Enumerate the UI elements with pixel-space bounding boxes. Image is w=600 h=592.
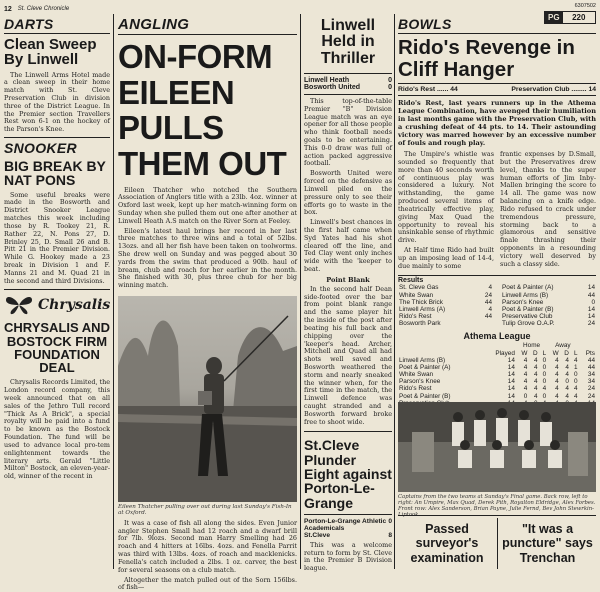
score-team: Preservation Club (511, 86, 570, 94)
score-team: Bosworth United (304, 83, 360, 91)
linwell-body2 (304, 286, 392, 427)
column-football (304, 16, 392, 573)
league-cell: 0 (542, 363, 547, 371)
league-cell: 0 (565, 378, 569, 386)
darts-body (4, 72, 110, 135)
team-photo-caption-box (398, 494, 596, 514)
page-number: 12 (4, 5, 12, 13)
results-score: 44 (587, 291, 595, 299)
divider (4, 33, 110, 34)
league-cell: 4 (555, 356, 559, 364)
league-cell: 4 (555, 385, 559, 393)
league-cell: 4 (565, 363, 569, 371)
stcleve-body (304, 542, 392, 573)
league-group-home: Home (523, 342, 541, 350)
score-line (304, 84, 392, 91)
results-row (398, 313, 493, 320)
page-header (4, 4, 112, 14)
paragraph: This top-of-the-table Premier "B" Division League match was an eye opener for all those people who think football needs goals to be entertaining. This 0-0 draw was full of action packed aggressive football. (304, 96, 392, 168)
league-team: Poet & Painter (B) (399, 392, 451, 400)
results-score: 14 (587, 313, 595, 321)
results-row (398, 284, 493, 291)
results-score: 24 (484, 291, 492, 299)
score-line (304, 532, 392, 539)
footer-left-headline: Passed surveyor's examination (410, 521, 484, 565)
linwell-subhead: Point Blank (326, 275, 370, 284)
results-title: Results (398, 277, 424, 285)
league-cell: 4 (555, 371, 559, 379)
results-score: 14 (587, 284, 595, 292)
results-row (501, 284, 596, 291)
league-team: Rido's Rest (399, 385, 432, 393)
bowls-headline: Rido's Revenge in Cliff Hanger (398, 36, 575, 81)
angling-body (118, 187, 297, 291)
score-team: Linwell Heath (304, 76, 350, 84)
results-score: 4 (488, 284, 492, 292)
snooker-kicker: SNOOKER (4, 140, 77, 157)
results-score (478, 320, 493, 327)
league-column-header: W (521, 349, 528, 357)
results-team: Bosworth Park (399, 320, 441, 328)
league-team: Parson's Knee (399, 378, 441, 386)
league-row (398, 393, 596, 400)
angler-photo-caption: Eileen Thatcher pulling over out during last Sunday's Fish-In at Oxford. (118, 504, 292, 517)
results-team: Parson's Knee (502, 298, 544, 306)
league-cell: 4 (555, 363, 559, 371)
divider (398, 33, 596, 34)
league-cell: 4 (573, 385, 578, 393)
league-column-header: Played (495, 349, 515, 357)
league-row (398, 364, 596, 371)
league-team: Linwell Arms (B) (399, 356, 446, 364)
league-cell: 4 (523, 363, 528, 371)
divider (4, 289, 110, 290)
linwell-headline: Linwell Held in Thriller (320, 17, 376, 67)
pg-number: 220 (572, 13, 586, 22)
paragraph: Bosworth United were forced on the defensive as Linwell piled on the pressure only to see their efforts go to waste in the box. (304, 169, 392, 217)
league-cell: 4 (523, 371, 528, 379)
results-team: Rido's Rest (399, 313, 432, 321)
league-cell: 4 (534, 363, 538, 371)
league-cell: 4 (555, 378, 559, 386)
angler-photo (118, 296, 297, 502)
column-rule (394, 14, 395, 569)
darts-headline: Clean Sweep By Linwell (4, 36, 97, 69)
darts-kicker: DARTS (4, 16, 54, 32)
score-value: 0 (388, 83, 392, 91)
results-team: White Swan (399, 291, 434, 299)
footer-right (499, 518, 596, 569)
league-cell: 0 (523, 392, 528, 400)
results-row (398, 306, 493, 313)
league-team: White Swan (399, 371, 434, 379)
paragraph: Eileen's latest haul brings her record in her last three matches to three wins and a total of 52lbs. 13ozs. and all her fish have been taken on toolworms. She drew well on Sunday and was pegged about 30 yards from the swim that produced a 90lb. haul of bream, chub and roach for her earlier in the month. She finished with 30, plus three chub for her big winning match. (118, 226, 297, 290)
footer-left (398, 518, 496, 569)
results-score: 24 (587, 320, 595, 328)
score-line (304, 518, 392, 532)
results-team: Poet & Painter (A) (502, 284, 554, 292)
paragraph: Eileen Thatcher who notched the Southern Association of Anglers title with a 23lb. 4oz. winner at Oxford last week, kept up her match-winning form on Sunday when she pulled them out one after another at Linwell Heath A.S match on the River Sorn at Feeley. (118, 185, 297, 225)
league-cell: 14 (507, 363, 515, 371)
column-left (4, 16, 110, 569)
league-cell: 4 (523, 385, 528, 393)
results-score: 44 (484, 313, 492, 321)
score-value: 8 (388, 531, 392, 539)
league-cell: 4 (534, 356, 538, 364)
butterfly-icon (4, 294, 34, 316)
league-cell: 24 (587, 385, 595, 393)
score-value: 0 (388, 76, 392, 84)
league-cell: 4 (573, 392, 578, 400)
score-value: 14 (588, 86, 596, 94)
bowls-score-line (398, 86, 596, 93)
league-cell: 0 (542, 356, 547, 364)
results-row (501, 306, 596, 313)
angler-photo-illustration (118, 296, 297, 502)
score-line (304, 77, 392, 84)
league-column-header: L (573, 349, 578, 357)
league-cell: 14 (507, 385, 515, 393)
snooker-headline: BIG BREAK BY NAT PONS (4, 158, 106, 189)
score-value: 44 (450, 86, 458, 94)
league-cell: 4 (565, 356, 569, 364)
score-team: St.Cleve (304, 531, 331, 539)
divider (398, 515, 596, 516)
league-cell: 0 (573, 371, 578, 379)
league-cell: 14 (507, 378, 515, 386)
results-team: Linwell Arms (A) (399, 305, 446, 313)
results-score: 44 (484, 298, 492, 306)
divider (118, 34, 297, 35)
divider (398, 275, 596, 276)
publication-code: 6307502 (574, 3, 596, 9)
results-table (398, 284, 596, 327)
score-entry: Rido's Rest ...... 44 (398, 86, 458, 94)
paragraph: Linwell's best chances in the first half came when Syd Yates had his shot cleared off the line, and Ted Clay went only inches wide with the 'keeper to beat. (304, 218, 392, 273)
chrysalis-logo (4, 294, 110, 316)
column-bowls (398, 16, 596, 400)
results-row (501, 299, 596, 306)
league-cell: 14 (507, 356, 515, 364)
results-row (501, 292, 596, 299)
league-cell: 4 (534, 385, 538, 393)
score-team: Porton-Le-Grange Athletic Academicals (304, 517, 387, 532)
paragraph: Altogether the match pulled out of the Sorn 156lbs. of fish— (118, 575, 297, 592)
league-cell: 0 (542, 371, 547, 379)
results-row (501, 313, 596, 320)
league-row (398, 378, 596, 385)
results-left (398, 284, 493, 327)
league-cell: 44 (587, 363, 595, 371)
league-cell: 34 (587, 378, 595, 386)
league-cell: 4 (573, 356, 578, 364)
league-cell: 4 (565, 371, 569, 379)
bowls-body-left (398, 151, 494, 272)
angling-kicker: ANGLING (118, 16, 190, 33)
league-column-header: L (542, 349, 547, 357)
league-cell: 14 (507, 392, 515, 400)
score-entry: Preservation Club ........ 14 (511, 86, 596, 94)
league-cell: 4 (555, 392, 559, 400)
league-cell: 4 (565, 392, 569, 400)
league-cell: 4 (523, 378, 528, 386)
divider (4, 137, 110, 138)
chrysalis-body (4, 379, 110, 481)
paragraph: It was a case of fish all along the sides. Even Junior angler Stephen Small had 12 roach and a dwarf brill for 7lb. 9lozs. Second man Harry Smelling had 26 roach and 4 hitters at 16lbs. 4ozs. and Fenella Parrit was third with 13lbs. 4ozs. of roach and macklenicks. Fenella's catch included a 2lbs. 1 oz. carver, the best for several seasons on a club match. (118, 518, 297, 574)
league-cell: 4 (523, 356, 528, 364)
column-rule (113, 14, 114, 569)
publication-name: St. Cleve Chronicle (17, 6, 70, 12)
divider (398, 83, 596, 84)
pg-label: PG (545, 12, 563, 23)
results-row (398, 299, 493, 306)
bowls-body-right (500, 151, 596, 272)
league-cell: 24 (587, 392, 595, 400)
league-cell: 4 (565, 385, 569, 393)
league-group-away: Away (555, 342, 571, 350)
column-rule (497, 518, 498, 569)
paragraph: This was a welcome return to form by St. Cleve in the Premier B Division league. (304, 540, 392, 573)
league-cell: 0 (542, 392, 547, 400)
league-cell: 4 (534, 378, 538, 386)
paragraph: At Half time Rido had built up an imposing lead of 14-4, due mainly to some (398, 245, 494, 270)
league-cell: 14 (507, 371, 515, 379)
league-team: Poet & Painter (A) (399, 363, 451, 371)
bowls-lead: Rido's Rest, last years runners up in the Athema League Combination, have avenged their humiliation in last months game with the Preservation Club, with a crushing defeat of 44 pts. to 14. Their astounding victory was marred however by an excessive number of fouls and rough play. (398, 99, 596, 148)
results-row (398, 320, 493, 327)
team-photo-illustration (398, 402, 596, 492)
league-column-header: D (532, 349, 538, 357)
league-row (398, 357, 596, 364)
league-column-header: W (552, 349, 559, 357)
angling-continued (118, 504, 297, 592)
team-photo (398, 402, 596, 492)
column-rule (300, 14, 301, 569)
results-team: Tulip Grove O.A.P. (502, 320, 555, 328)
score-value: 0 (388, 517, 392, 525)
angling-headline: ON-FORM EILEEN PULLS THEM OUT (118, 38, 287, 182)
score-team: Rido's Rest (398, 86, 436, 94)
divider (304, 94, 392, 95)
league-column-header: D (564, 349, 569, 357)
chrysalis-headline: CHRYSALIS AND BOSTOCK FIRM FOUNDATION DEAL (4, 320, 110, 376)
league-cell: 0 (573, 378, 578, 386)
league-cell: 0 (542, 378, 547, 386)
results-score: 0 (591, 298, 595, 306)
paragraph: frantic expenses by D.Small, but the Preservatives drew level, thanks to the super human efforts of Jim Inby-Mallen bringing the score to 14 all. The game was now balancing on a knife edge. Rido refused to crack under tremendous pressure, storming back to a glamorous and sensitive finale thrashing their opponents in a resounding victory well deserved by such a classy side. (500, 150, 596, 268)
results-team: Preservative Club (502, 313, 553, 321)
results-right (501, 284, 596, 327)
league-title: Athema League (463, 331, 531, 342)
results-team: Poet & Painter (B) (502, 305, 554, 313)
league-row (398, 385, 596, 392)
paragraph: Chrysalis Records Limited, the London record company, this week announced that on all sales of the Jethro Tull record "Thick As A Brick", a special royalty will be paid into a fund to be known as the Bostock Foundation. The fund will be used to advance local pro-tem enlightenment towards the literary arts. Gerald "Little Milton" Bostock, an eleven-year-old, winner of the recent in (4, 378, 110, 481)
paragraph: Some useful breaks were made in the Bosworth and District Snooker League matches this week including those by R. Tookey 21, R. Rather 22, N. Pons 27, D. Brinley 25, D. Small 26 and B. Pitt 21 in the Premier Division. While G. Hookey made a 23 break in Division 1 and F. Manns 21 and M. Quad 21 in the second and third Divisions. (4, 190, 110, 285)
league-column-header: Pts (585, 349, 595, 357)
league-cell: 44 (587, 356, 595, 364)
paragraph: The Linwell Arms Hotel made a clean sweep in their home match with St. Cleve Preservation Club in division three of the District League. In the Premier section Travellers Rest won 6-1 on the hockey of the Parson's Knee. (4, 70, 110, 134)
chrysalis-logo-text: Chrysalis (38, 297, 111, 314)
team-photo-caption: Captains from the two teams at Sunday's Final game. Back row, left to right: An Umpire, Max Quad, Derek Pith, Royalton Eldridge, Alex Forbes. Front row: Alex Sanderson, Brian Payne, Julie Fernd, Bev John Stewrkin- (398, 494, 596, 513)
league-cell: 1 (573, 363, 578, 371)
league-row (398, 371, 596, 378)
divider (304, 73, 392, 74)
league-cell: 4 (542, 385, 547, 393)
divider (398, 95, 596, 96)
paragraph: The Umpire's whistle was sounded so frequently that more than 40 seconds worth of continuous play was considered a luxury. Not withstanding, the game produced several items of theatrically effective play, giving Max Quad the opportunity to reveal his unsinkable sense of rhythmic drive. (398, 150, 494, 245)
results-score: 4 (488, 305, 492, 313)
snooker-body (4, 192, 110, 286)
results-team: The Thick Brick (399, 298, 443, 306)
results-score: 14 (587, 305, 595, 313)
league-cell: 4 (534, 392, 538, 400)
divider (304, 514, 392, 515)
angling-body-after (118, 520, 297, 592)
bowls-kicker: BOWLS (398, 16, 452, 32)
footer-right-headline: "It was a puncture" says Trenchan (502, 521, 593, 565)
results-team: Linwell Arms (B) (502, 291, 549, 299)
results-row (398, 292, 493, 299)
linwell-body (304, 98, 392, 274)
results-team: St. Cleve Gas (399, 284, 439, 292)
bowls-columns (398, 151, 596, 272)
league-cell: 34 (587, 371, 595, 379)
stcleve-headline: St.Cleve Plunder Eight against Porton-Le-Grange (304, 437, 392, 511)
results-row (501, 320, 596, 327)
divider (304, 431, 392, 432)
paragraph: In the second half Dean side-footed over the bar from point blank range and the same player hit the inside of the post after beating his full back and chipping over the 'keeper's head. Archer, Mitchell and Quad all had shots well saved and Bosworth weathered the storm and nearly sneaked the winner when, for the first time in the match, the Linwell defence was caught stranded and a Bosworth forward broke free to shoot wide. (304, 284, 392, 426)
league-cell: 4 (534, 371, 538, 379)
